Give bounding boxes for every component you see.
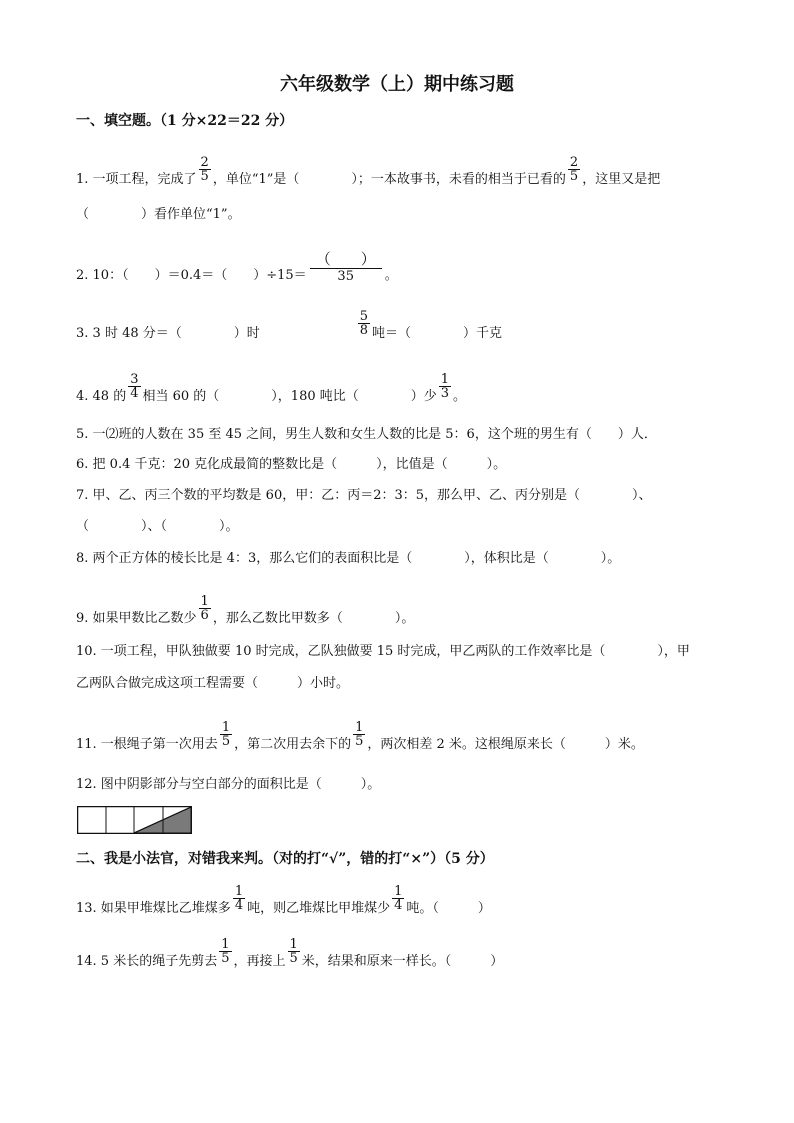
question-4-text-c: 。 xyxy=(453,389,467,404)
question-7-line-2: （ ）、（ ）。 xyxy=(76,519,239,534)
section-1-heading: 一、填空题。（1 分×22＝22 分） xyxy=(76,113,294,129)
question-11-text-b: ，第二次用去余下的 xyxy=(234,737,352,752)
page-title: 六年级数学（上）期中练习题 xyxy=(280,74,514,95)
fraction: $\frac{1}{4}$ xyxy=(394,884,403,913)
question-9 xyxy=(76,594,415,632)
question-13-text-c: 吨。（ ） xyxy=(406,901,491,916)
question-4-text-b: 相当 60 的（ ），180 吨比（ ）少 xyxy=(142,389,437,404)
question-13-text-b: 吨，则乙堆煤比甲堆煤少 xyxy=(247,901,391,916)
question-14-text-a: 14. 5 米长的绳子先剪去 xyxy=(76,954,218,969)
fraction: $\frac{2}{5}$ xyxy=(569,155,579,184)
question-3-text-b: 吨＝（ ）千克 xyxy=(372,326,503,341)
question-14-text-c: 米，结果和原来一样长。（ ） xyxy=(301,954,504,969)
question-14 xyxy=(76,937,504,975)
question-2-text-b: 。 xyxy=(384,268,398,283)
question-10: 10. 一项工程，甲队独做要 10 时完成，乙队独做要 15 时完成，甲乙两队的工作效率比是（ ），甲 xyxy=(76,644,690,659)
fraction: $\frac{3}{4}$ xyxy=(130,372,139,401)
question-11-text-a: 11. 一根绳子第一次用去 xyxy=(76,737,218,752)
question-13 xyxy=(76,884,491,922)
fraction: $\frac{1}{4}$ xyxy=(234,884,244,913)
question-4-text-a: 4. 48 的 xyxy=(76,389,127,404)
fraction: $\frac{1}{6}$ xyxy=(200,594,209,623)
section-2-heading: 二、我是小法官，对错我来判。（对的打“√”，错的打“×”）（5 分） xyxy=(76,851,494,867)
fraction: $\frac{1}{3}$ xyxy=(440,372,450,401)
shaded-rectangle-figure xyxy=(77,806,192,834)
question-1-text-b: ，单位“1”是（ ）；一本故事书，未看的相当于已看的 xyxy=(212,172,566,187)
question-1-line-2: （ ）看作单位“1”。 xyxy=(76,207,241,222)
question-5: 5. 一⑵班的人数在 35 至 45 之间，男生人数和女生人数的比是 5：6，这个班的男生有（ ）人． xyxy=(76,427,657,442)
question-1 xyxy=(76,155,661,193)
fraction: $\frac{1}{5}$ xyxy=(289,937,298,966)
question-11-text-c: ，两次相差 2 米。这根绳原来长（ ）米。 xyxy=(367,737,644,752)
question-11 xyxy=(76,720,644,758)
question-12: 12. 图中阴影部分与空白部分的面积比是（ ）。 xyxy=(76,777,381,792)
question-2-text-a: 2. 10：（ ）＝0.4＝（ ）÷15＝ xyxy=(76,268,307,283)
question-9-text-b: ，那么乙数比甲数多（ ）。 xyxy=(212,611,415,626)
question-1-text-c: ，这里又是把 xyxy=(582,172,661,187)
question-3 xyxy=(76,309,503,347)
question-10-line-2: 乙两队合做完成这项工程需要（ ）小时。 xyxy=(76,676,350,691)
question-2 xyxy=(76,250,398,293)
question-7: 7. 甲、乙、丙三个数的平均数是 60，甲：乙：丙＝2：3：5，那么甲、乙、丙分别是（ ）、 xyxy=(76,488,652,503)
question-4 xyxy=(76,372,467,410)
fraction: $\frac{2}{5}$ xyxy=(200,155,209,184)
fraction: $\frac{1}{5}$ xyxy=(355,720,364,749)
question-3-text-a: 3. 3 时 48 分＝（ ）时 xyxy=(76,326,260,341)
fraction: $\frac{5}{8}$ xyxy=(359,309,369,338)
question-13-text-a: 13. 如果甲堆煤比乙堆煤多 xyxy=(76,901,231,916)
question-6: 6. 把 0.4 千克：20 克化成最简的整数比是（ ），比值是（ ）。 xyxy=(76,457,507,472)
fraction: $\frac{1}{5}$ xyxy=(221,720,231,749)
fraction: $\frac{1}{5}$ xyxy=(221,937,230,966)
question-8: 8. 两个正方体的棱长比是 4：3，那么它们的表面积比是（ ），体积比是（ ）。 xyxy=(76,551,621,566)
question-9-text-a: 9. 如果甲数比乙数少 xyxy=(76,611,197,626)
question-1-text-a: 1. 一项工程，完成了 xyxy=(76,172,197,187)
fraction-blank: $\frac{( )}{35}$ xyxy=(310,250,382,285)
question-14-text-b: ，再接上 xyxy=(233,954,286,969)
